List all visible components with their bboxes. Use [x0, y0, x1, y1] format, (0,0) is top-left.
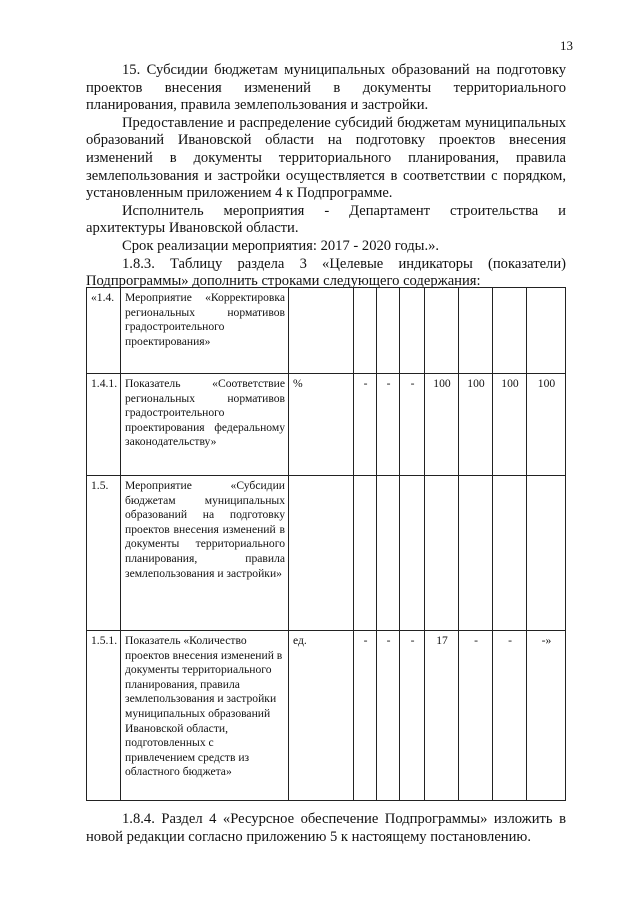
row-value-2016: - [400, 631, 425, 801]
row-value [425, 476, 459, 631]
paragraph-subsidies-procedure: Предоставление и распределение субсидий бюджетам муниципальных образований Ивановской области на подготовку проектов внесения изменений в документы территориального планирования, правила землепользования и застройки осуществляется в соответствии с порядком, установленным приложением 4 к Подпрограмме. [86, 114, 566, 202]
row-value-2020: -» [527, 631, 566, 801]
row-value [493, 288, 527, 374]
row-value [400, 476, 425, 631]
intro-text [86, 62, 566, 291]
paragraph-subsidies-title: 15. Субсидии бюджетам муниципальных образований на подготовку проектов внесения изменений в документы территориального планирования, правила землепользования и застройки. [86, 62, 566, 114]
row-value-2016: - [400, 374, 425, 476]
row-value-2019: - [493, 631, 527, 801]
row-value-2014: - [354, 374, 377, 476]
row-unit [289, 288, 354, 374]
row-value-2017: 100 [425, 374, 459, 476]
row-value [459, 288, 493, 374]
paragraph-resource-section: 1.8.4. Раздел 4 «Ресурсное обеспечение Подпрограммы» изложить в новой редакции согласно приложению 5 к настоящему постановлению. [86, 811, 566, 845]
row-value-2015: - [377, 374, 400, 476]
row-name: Показатель «Количество проектов внесения изменений в документы территориального планирования, правила землепользования и застройки муниципальных образований Ивановской области, подготовленных с привлечением средств из областного бюджета» [121, 631, 289, 801]
row-unit [289, 476, 354, 631]
row-value-2014: - [354, 631, 377, 801]
row-value [527, 288, 566, 374]
table-row [87, 631, 566, 801]
table-row [87, 288, 566, 374]
row-number: 1.5. [87, 476, 121, 631]
closing-text [86, 811, 566, 846]
row-value [459, 476, 493, 631]
row-value [377, 288, 400, 374]
row-number: «1.4. [87, 288, 121, 374]
row-value [354, 288, 377, 374]
row-value [354, 476, 377, 631]
row-value [400, 288, 425, 374]
row-number: 1.4.1. [87, 374, 121, 476]
row-value [493, 476, 527, 631]
row-unit: % [289, 374, 354, 476]
row-value [527, 476, 566, 631]
paragraph-table-instruction: 1.8.3. Таблицу раздела 3 «Целевые индикаторы (показатели) Подпрограммы» дополнить строками следующего содержания: [86, 255, 566, 290]
paragraph-executor: Исполнитель мероприятия - Департамент строительства и архитектуры Ивановской области. [86, 202, 566, 237]
row-value [425, 288, 459, 374]
paragraph-period: Срок реализации мероприятия: 2017 - 2020 годы.». [122, 237, 440, 254]
row-name: Мероприятие «Субсидии бюджетам муниципальных образований на подготовку проектов внесения изменений в документы территориального планирования, правила землепользования и застройки» [121, 476, 289, 631]
indicators-table [86, 287, 566, 801]
row-unit: ед. [289, 631, 354, 801]
page-number: 13 [560, 38, 573, 53]
row-value-2017: 17 [425, 631, 459, 801]
table-row [87, 374, 566, 476]
table-row [87, 476, 566, 631]
row-value-2015: - [377, 631, 400, 801]
row-value-2019: 100 [493, 374, 527, 476]
row-value-2018: - [459, 631, 493, 801]
row-value-2018: 100 [459, 374, 493, 476]
row-number: 1.5.1. [87, 631, 121, 801]
row-name: Мероприятие «Корректировка региональных нормативов градостроительного проектирования» [121, 288, 289, 374]
row-value [377, 476, 400, 631]
row-value-2020: 100 [527, 374, 566, 476]
row-name: Показатель «Соответствие региональных нормативов градостроительного проектирования федеральному законодательству» [121, 374, 289, 476]
